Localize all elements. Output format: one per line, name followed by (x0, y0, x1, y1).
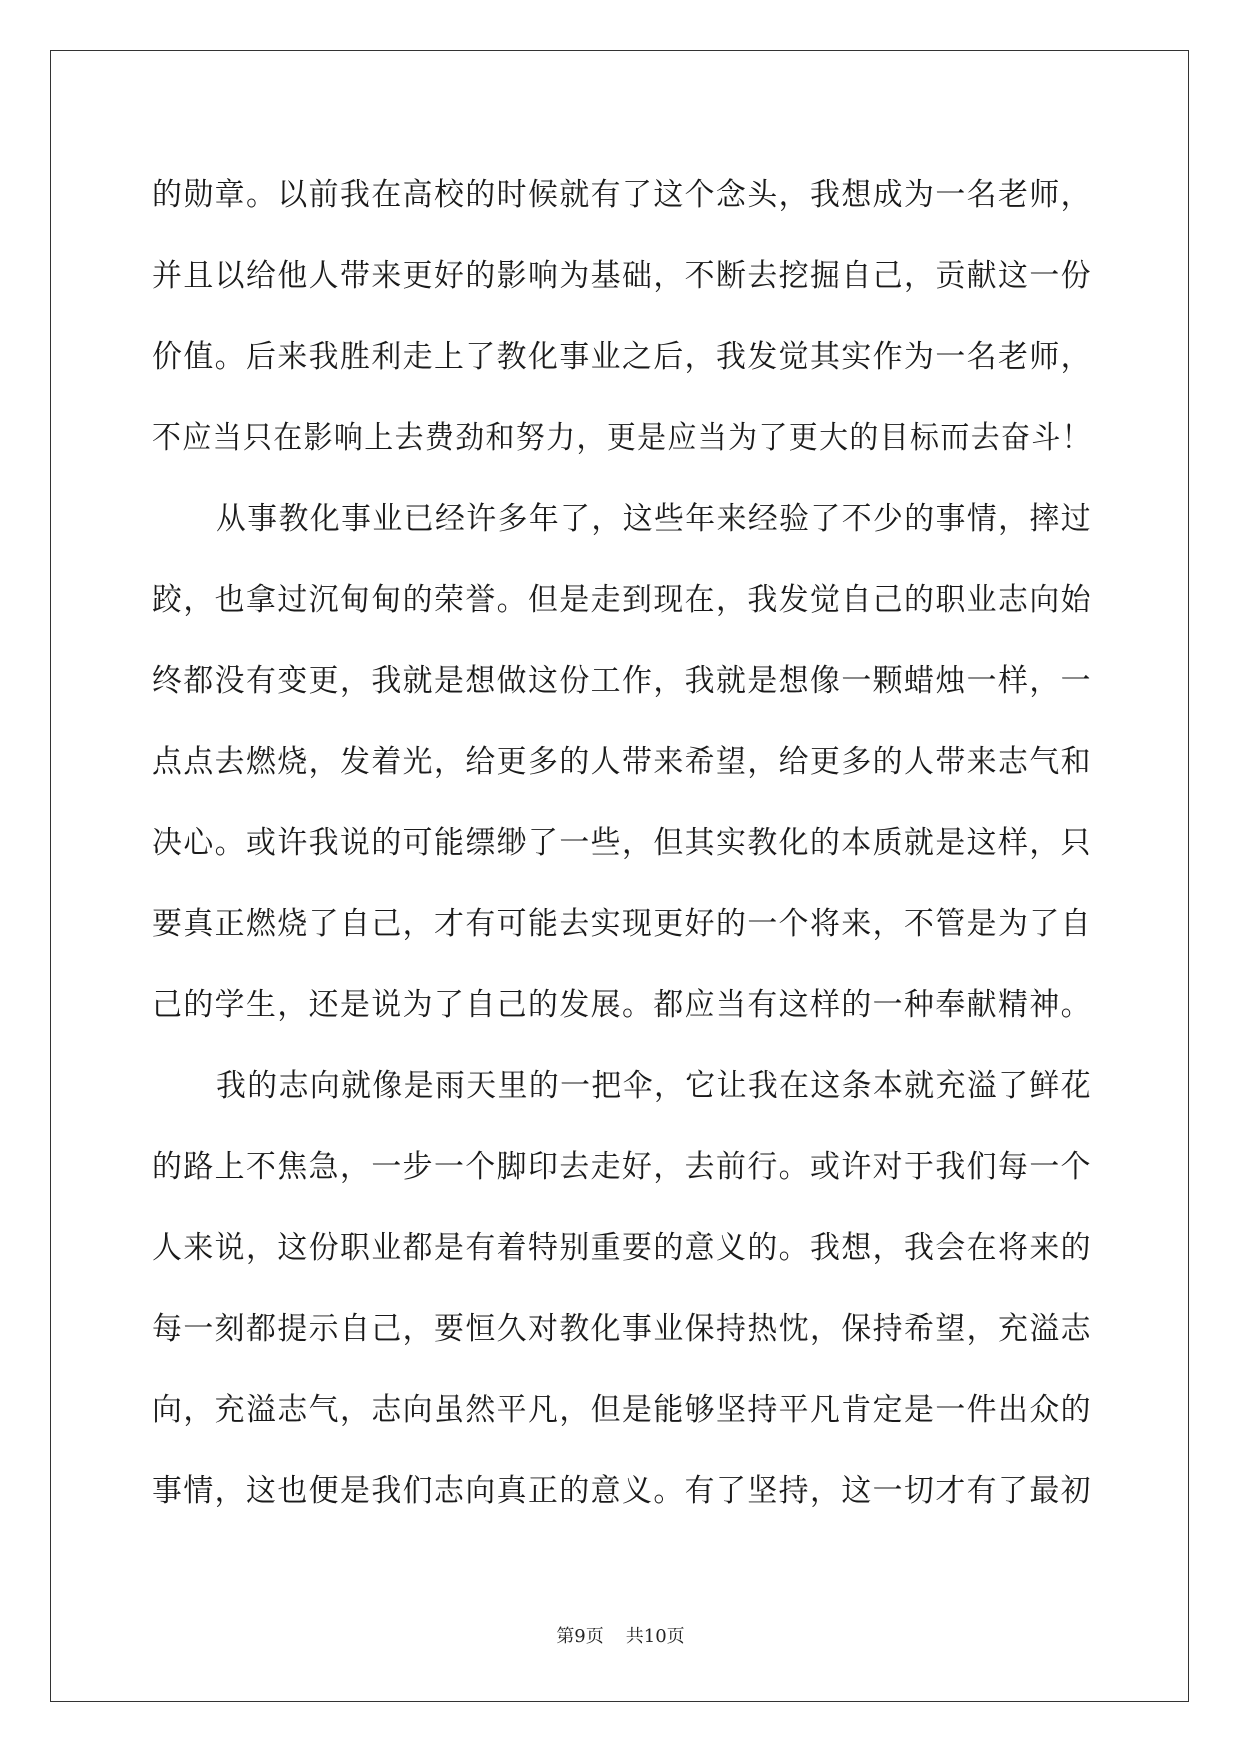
text-line-2: 并且以给他人带来更好的影响为基础，不断去挖掘自己，贡献这一份 (152, 258, 1092, 294)
text-line-7: 终都没有变更，我就是想做这份工作，我就是想像一颗蜡烛一样，一 (152, 663, 1092, 699)
text-line-10: 要真正燃烧了自己，才有可能去实现更好的一个将来，不管是为了自 (152, 906, 1092, 942)
text-line-12: 我的志向就像是雨天里的一把伞，它让我在这条本就充溢了鲜花 (216, 1068, 1092, 1104)
page-total: 共10页 (625, 1626, 685, 1647)
text-line-11: 己的学生，还是说为了自己的发展。都应当有这样的一种奉献精神。 (152, 987, 1092, 1023)
text-line-1: 的勋章。以前我在高校的时候就有了这个念头，我想成为一名老师， (152, 177, 1092, 213)
text-line-16: 向，充溢志气，志向虽然平凡，但是能够坚持平凡肯定是一件出众的 (152, 1392, 1092, 1428)
body-text (152, 155, 1092, 1532)
text-line-6: 跤，也拿过沉甸甸的荣誉。但是走到现在，我发觉自己的职业志向始 (152, 582, 1092, 618)
text-line-15: 每一刻都提示自己，要恒久对教化事业保持热忱，保持希望，充溢志 (152, 1311, 1092, 1347)
text-line-3: 价值。后来我胜利走上了教化事业之后，我发觉其实作为一名老师， (152, 339, 1092, 375)
text-line-8: 点点去燃烧，发着光，给更多的人带来希望，给更多的人带来志气和 (152, 744, 1092, 780)
text-line-5: 从事教化事业已经许多年了，这些年来经验了不少的事情，摔过 (216, 501, 1092, 537)
text-line-14: 人来说，这份职业都是有着特别重要的意义的。我想，我会在将来的 (152, 1230, 1092, 1266)
text-line-9: 决心。或许我说的可能缥缈了一些，但其实教化的本质就是这样，只 (152, 825, 1092, 861)
text-line-17: 事情，这也便是我们志向真正的意义。有了坚持，这一切才有了最初 (152, 1473, 1092, 1509)
text-line-13: 的路上不焦急，一步一个脚印去走好，去前行。或许对于我们每一个 (152, 1149, 1092, 1185)
page-footer (0, 1622, 1241, 1648)
page-number: 第9页 (556, 1626, 604, 1647)
text-line-4: 不应当只在影响上去费劲和努力，更是应当为了更大的目标而去奋斗！ (152, 420, 1092, 456)
